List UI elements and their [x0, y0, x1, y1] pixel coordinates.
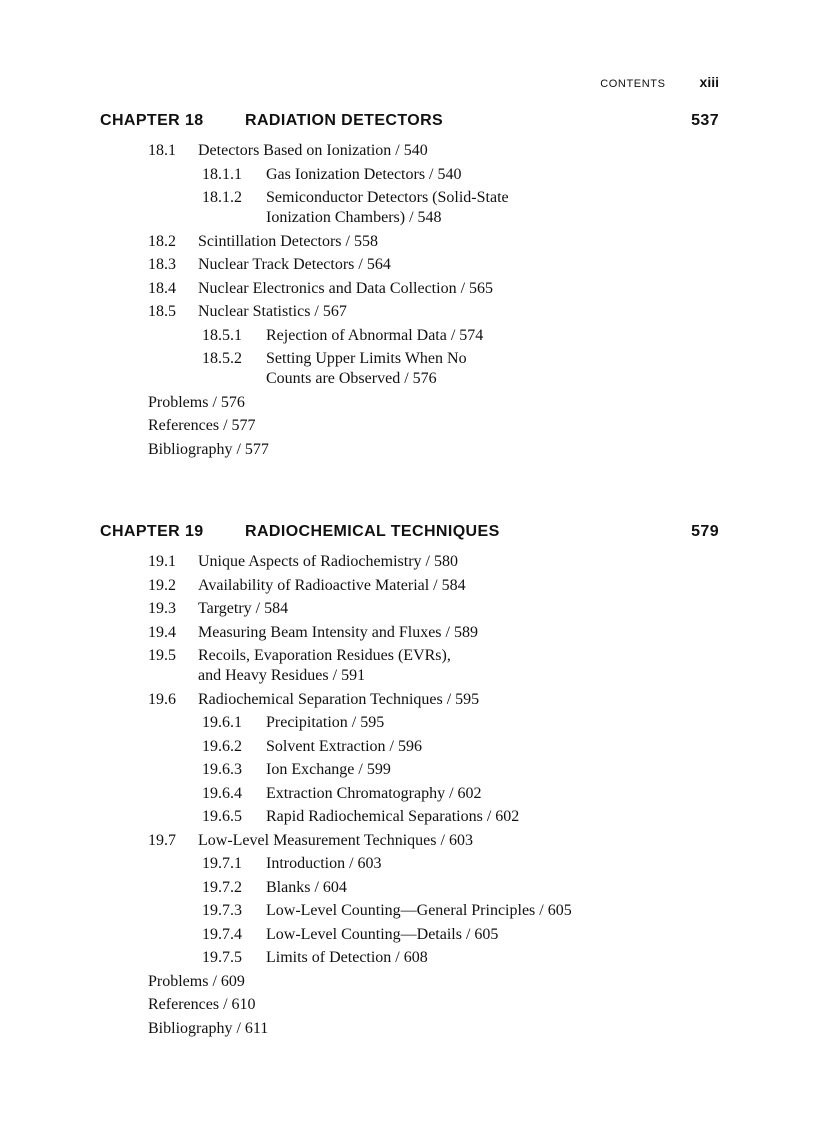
toc-entry[interactable] — [100, 854, 719, 874]
toc-entry[interactable] — [100, 831, 719, 851]
toc-entry-bibliography[interactable] — [100, 1019, 719, 1039]
toc-entry[interactable] — [100, 165, 719, 185]
section-number: 19.6 — [148, 690, 176, 708]
section-number: 19.6.3 — [202, 761, 242, 778]
section-number: 18.1.1 — [202, 165, 242, 183]
toc-entry[interactable] — [100, 925, 719, 945]
section-title: Unique Aspects of Radiochemistry / 580 — [198, 553, 458, 570]
toc-entry[interactable] — [100, 901, 719, 921]
section-title: Scintillation Detectors / 558 — [198, 232, 378, 250]
chapter-page: 537 — [691, 112, 719, 129]
section-title: Measuring Beam Intensity and Fluxes / 589 — [198, 623, 478, 641]
section-title-continuation: and Heavy Residues / 591 — [198, 667, 366, 684]
page-number: xiii — [699, 74, 719, 90]
chapter-label: CHAPTER 19 — [100, 523, 204, 540]
toc-entry[interactable] — [100, 552, 719, 572]
section-number: 19.7.4 — [202, 925, 242, 943]
section-title: Nuclear Statistics / 567 — [198, 303, 347, 320]
back-matter-title: Problems / 609 — [148, 972, 245, 990]
section-title: Targetry / 584 — [198, 600, 289, 617]
section-number: 19.3 — [148, 600, 176, 617]
toc-entry-references[interactable] — [100, 995, 719, 1015]
toc-entry[interactable] — [100, 948, 719, 968]
section-title: Precipitation / 595 — [266, 714, 385, 731]
section-number: 19.6.2 — [202, 737, 242, 755]
section-title: Gas Ionization Detectors / 540 — [266, 165, 462, 183]
toc-entry[interactable] — [100, 760, 719, 780]
section-title: Low-Level Counting—General Principles / 605 — [266, 902, 572, 919]
section-number: 19.7.1 — [202, 855, 242, 872]
toc-entry[interactable] — [100, 646, 719, 686]
toc-entry-references[interactable] — [100, 416, 719, 436]
section-title: Ion Exchange / 599 — [266, 761, 391, 778]
toc-entry[interactable] — [100, 599, 719, 619]
section-number: 18.4 — [148, 279, 176, 297]
section-title: Radiochemical Separation Techniques / 595 — [198, 690, 480, 708]
toc-entry-list — [100, 141, 719, 460]
toc-entry[interactable] — [100, 232, 719, 252]
toc-entry-bibliography[interactable] — [100, 440, 719, 460]
section-title: Limits of Detection / 608 — [266, 949, 428, 966]
toc-entry[interactable] — [100, 349, 719, 389]
chapter-19-section — [100, 523, 719, 1042]
chapter-title: RADIATION DETECTORS — [245, 112, 444, 129]
section-number: 19.6.4 — [202, 784, 242, 802]
section-number: 19.4 — [148, 623, 176, 641]
toc-entry[interactable] — [100, 807, 719, 827]
back-matter-title: References / 610 — [148, 996, 256, 1013]
chapter-page: 579 — [691, 523, 719, 540]
section-title-continuation: Counts are Observed / 576 — [266, 370, 437, 387]
toc-entry-problems[interactable] — [100, 972, 719, 992]
section-title: Rejection of Abnormal Data / 574 — [266, 326, 484, 344]
section-title: Low-Level Measurement Techniques / 603 — [198, 831, 473, 849]
chapter-label: CHAPTER 18 — [100, 112, 204, 129]
running-head-label: CONTENTS — [600, 78, 666, 90]
chapter-18-section — [100, 112, 719, 463]
section-title: Nuclear Track Detectors / 564 — [198, 256, 391, 273]
toc-entry[interactable] — [100, 623, 719, 643]
section-title: Recoils, Evaporation Residues (EVRs), — [198, 647, 451, 664]
section-number: 19.5 — [148, 647, 176, 664]
toc-entry[interactable] — [100, 576, 719, 596]
section-title: Extraction Chromatography / 602 — [266, 784, 482, 802]
section-number: 19.7.5 — [202, 949, 242, 966]
back-matter-title: Bibliography / 577 — [148, 440, 269, 458]
section-title: Availability of Radioactive Material / 584 — [198, 576, 466, 594]
toc-entry[interactable] — [100, 784, 719, 804]
toc-entry-list — [100, 552, 719, 1039]
section-number: 18.1 — [148, 142, 176, 159]
section-title: Detectors Based on Ionization / 540 — [198, 142, 428, 159]
running-head — [600, 74, 719, 90]
toc-entry-problems[interactable] — [100, 393, 719, 413]
section-number: 18.5.2 — [202, 350, 242, 367]
section-title: Introduction / 603 — [266, 855, 382, 872]
back-matter-title: Problems / 576 — [148, 393, 245, 411]
section-number: 19.7 — [148, 831, 176, 849]
toc-entry[interactable] — [100, 302, 719, 322]
chapter-heading[interactable] — [100, 523, 719, 547]
toc-entry[interactable] — [100, 141, 719, 161]
section-number: 19.7.3 — [202, 902, 242, 919]
section-title: Blanks / 604 — [266, 878, 347, 896]
section-number: 19.1 — [148, 553, 176, 570]
chapter-heading[interactable] — [100, 112, 719, 136]
section-title: Nuclear Electronics and Data Collection / 565 — [198, 279, 494, 297]
section-title: Solvent Extraction / 596 — [266, 737, 422, 755]
section-number: 18.5 — [148, 303, 176, 320]
toc-entry[interactable] — [100, 878, 719, 898]
toc-entry[interactable] — [100, 326, 719, 346]
section-number: 19.2 — [148, 576, 176, 594]
toc-entry[interactable] — [100, 188, 719, 228]
section-number: 19.6.1 — [202, 714, 242, 731]
toc-entry[interactable] — [100, 279, 719, 299]
section-title-wrapped — [266, 349, 467, 389]
section-title-wrapped — [266, 188, 509, 228]
toc-entry[interactable] — [100, 255, 719, 275]
chapter-title: RADIOCHEMICAL TECHNIQUES — [245, 523, 500, 540]
section-title: Semiconductor Detectors (Solid-State — [266, 189, 509, 206]
section-title-wrapped — [198, 646, 451, 686]
section-number: 18.2 — [148, 232, 176, 250]
section-number: 19.7.2 — [202, 878, 242, 896]
back-matter-title: References / 577 — [148, 417, 256, 434]
toc-entry[interactable] — [100, 737, 719, 757]
section-title: Rapid Radiochemical Separations / 602 — [266, 808, 520, 825]
section-number: 18.5.1 — [202, 326, 242, 344]
section-title: Setting Upper Limits When No — [266, 350, 467, 367]
back-matter-title: Bibliography / 611 — [148, 1019, 269, 1037]
section-number: 19.6.5 — [202, 808, 242, 825]
toc-entry[interactable] — [100, 713, 719, 733]
section-title: Low-Level Counting—Details / 605 — [266, 925, 499, 943]
section-title-continuation: Ionization Chambers) / 548 — [266, 209, 442, 226]
section-number: 18.3 — [148, 256, 176, 273]
section-number: 18.1.2 — [202, 189, 242, 206]
toc-entry[interactable] — [100, 690, 719, 710]
